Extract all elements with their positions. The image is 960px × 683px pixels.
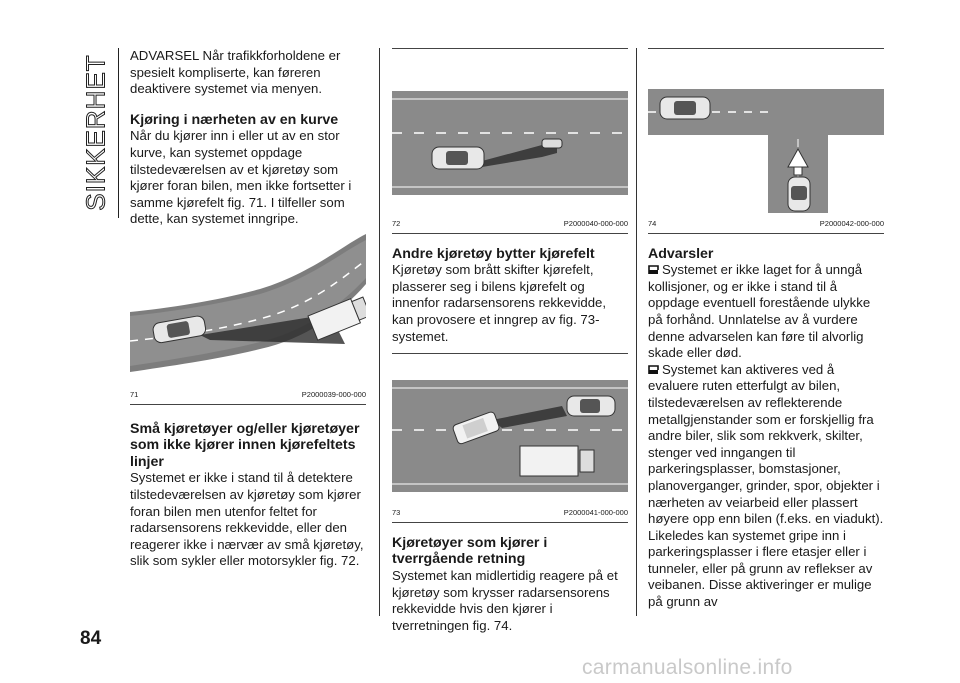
truck-icon — [520, 446, 594, 476]
car-icon — [788, 177, 810, 211]
figure-71 — [130, 234, 366, 405]
heading-small-vehicles: Små kjøretøyer og/eller kjøretøyer som ikke kjører innen kjørefeltets linjer — [130, 420, 360, 470]
column-left — [130, 48, 366, 570]
heading-curve: Kjøring i nærheten av en kurve — [130, 111, 339, 128]
section-tab-rule — [118, 48, 119, 218]
figure-number: 73 — [392, 508, 401, 518]
warning-text: Systemet er ikke laget for å unngå kollisjoner, og er ikke i stand til å oppdage eventuell forestående ulykke på forhånd. Unnlatelse av å vurdere denne advarselen kan føre til alvorlig skade eller død. — [648, 262, 871, 361]
column-divider — [379, 48, 380, 616]
car-icon — [567, 396, 615, 416]
paragraph-lane-change: Kjøretøy som brått skifter kjørefelt, plasserer seg i bilens kjørefelt og innenfor radarsensorens rekkevidde, kan provosere et inngrep av fig. 73-systemet. — [392, 262, 607, 344]
lane-change-illustration — [392, 354, 628, 502]
figure-72 — [392, 48, 628, 234]
crossing-illustration — [648, 49, 884, 213]
figure-number: 72 — [392, 219, 401, 228]
figure-code: P2000039-000-000 — [301, 389, 366, 399]
section-tab-label: SIKKERHET — [80, 53, 111, 211]
heading-lane-change: Andre kjøretøy bytter kjørefelt — [392, 245, 595, 262]
watermark: carmanualsonline.info — [582, 656, 793, 679]
warning-icon — [648, 265, 659, 275]
paragraph-crossing: Systemet kan midlertidig reagere på et kjøretøy som krysser radarsensorens rekkevidde hvis den kjører i tverretningen fig. 74. — [392, 567, 618, 633]
warning-icon — [648, 365, 659, 375]
figure-code: P2000040-000-000 — [563, 219, 628, 228]
figure-code: P2000041-000-000 — [563, 508, 628, 518]
column-middle — [392, 48, 628, 634]
figure-number: 71 — [130, 389, 139, 399]
figure-73 — [392, 353, 628, 523]
section-tab — [78, 52, 114, 212]
warning-intro: ADVARSEL Når trafikkforholdene er spesielt kompliserte, kan føreren deaktivere systemet via menyen. — [130, 48, 341, 97]
warning-item — [648, 362, 884, 611]
paragraph-small-vehicles: Systemet er ikke i stand til å detektere tilstedeværelsen av kjøretøy som kjører foran bilen men utenfor feltet for radarsensorens rekkevidde, eller den reagerer ikke i nærvær av små kjøretøy, slik som sykler eller motorsykler fig. 72. — [130, 470, 364, 569]
warning-item — [648, 262, 884, 362]
figure-74 — [648, 48, 884, 234]
motorcycle-illustration — [392, 49, 628, 213]
paragraph-curve: Når du kjører inn i eller ut av en stor kurve, kan systemet oppdage tilstedeværelsen av et kjøretøy som kjører foran bilen, men ikke fortsetter i samme kjørefelt fig. 71. I tilfeller som dette, kan systemet inngripe. — [130, 128, 352, 227]
figure-code: P2000042-000-000 — [819, 219, 884, 228]
curve-illustration — [130, 234, 366, 384]
figure-number: 74 — [648, 219, 657, 228]
motorcycle-icon — [542, 139, 562, 148]
page-number: 84 — [80, 628, 102, 649]
heading-crossing: Kjøretøyer som kjører i tverrgående retning — [392, 534, 548, 568]
car-icon — [660, 97, 710, 119]
heading-warnings: Advarsler — [648, 245, 714, 262]
column-right — [648, 48, 884, 611]
column-divider — [636, 48, 637, 616]
car-icon — [432, 147, 484, 169]
warning-text: Systemet kan aktiveres ved å evaluere ruten etterfulgt av bilen, tilstedeværelsen av reflekterende metallgjenstander som er forskjellig fra andre biler, slik som rekkverk, skilter, stenger ved inngangen til parkeringsplasser, bomstasjoner, planoverganger, grinder, spor, objekter i nærheten av veiarbeid eller plassert høyere opp enn bilen (f.eks. en viadukt). Likeledes kan systemet gripe inn i parkeringsplasser i flere etasjer eller i tunneler, eller på grunn av reflekser av veibanen. Disse aktiveringer er mulige på grunn av — [648, 361, 884, 610]
